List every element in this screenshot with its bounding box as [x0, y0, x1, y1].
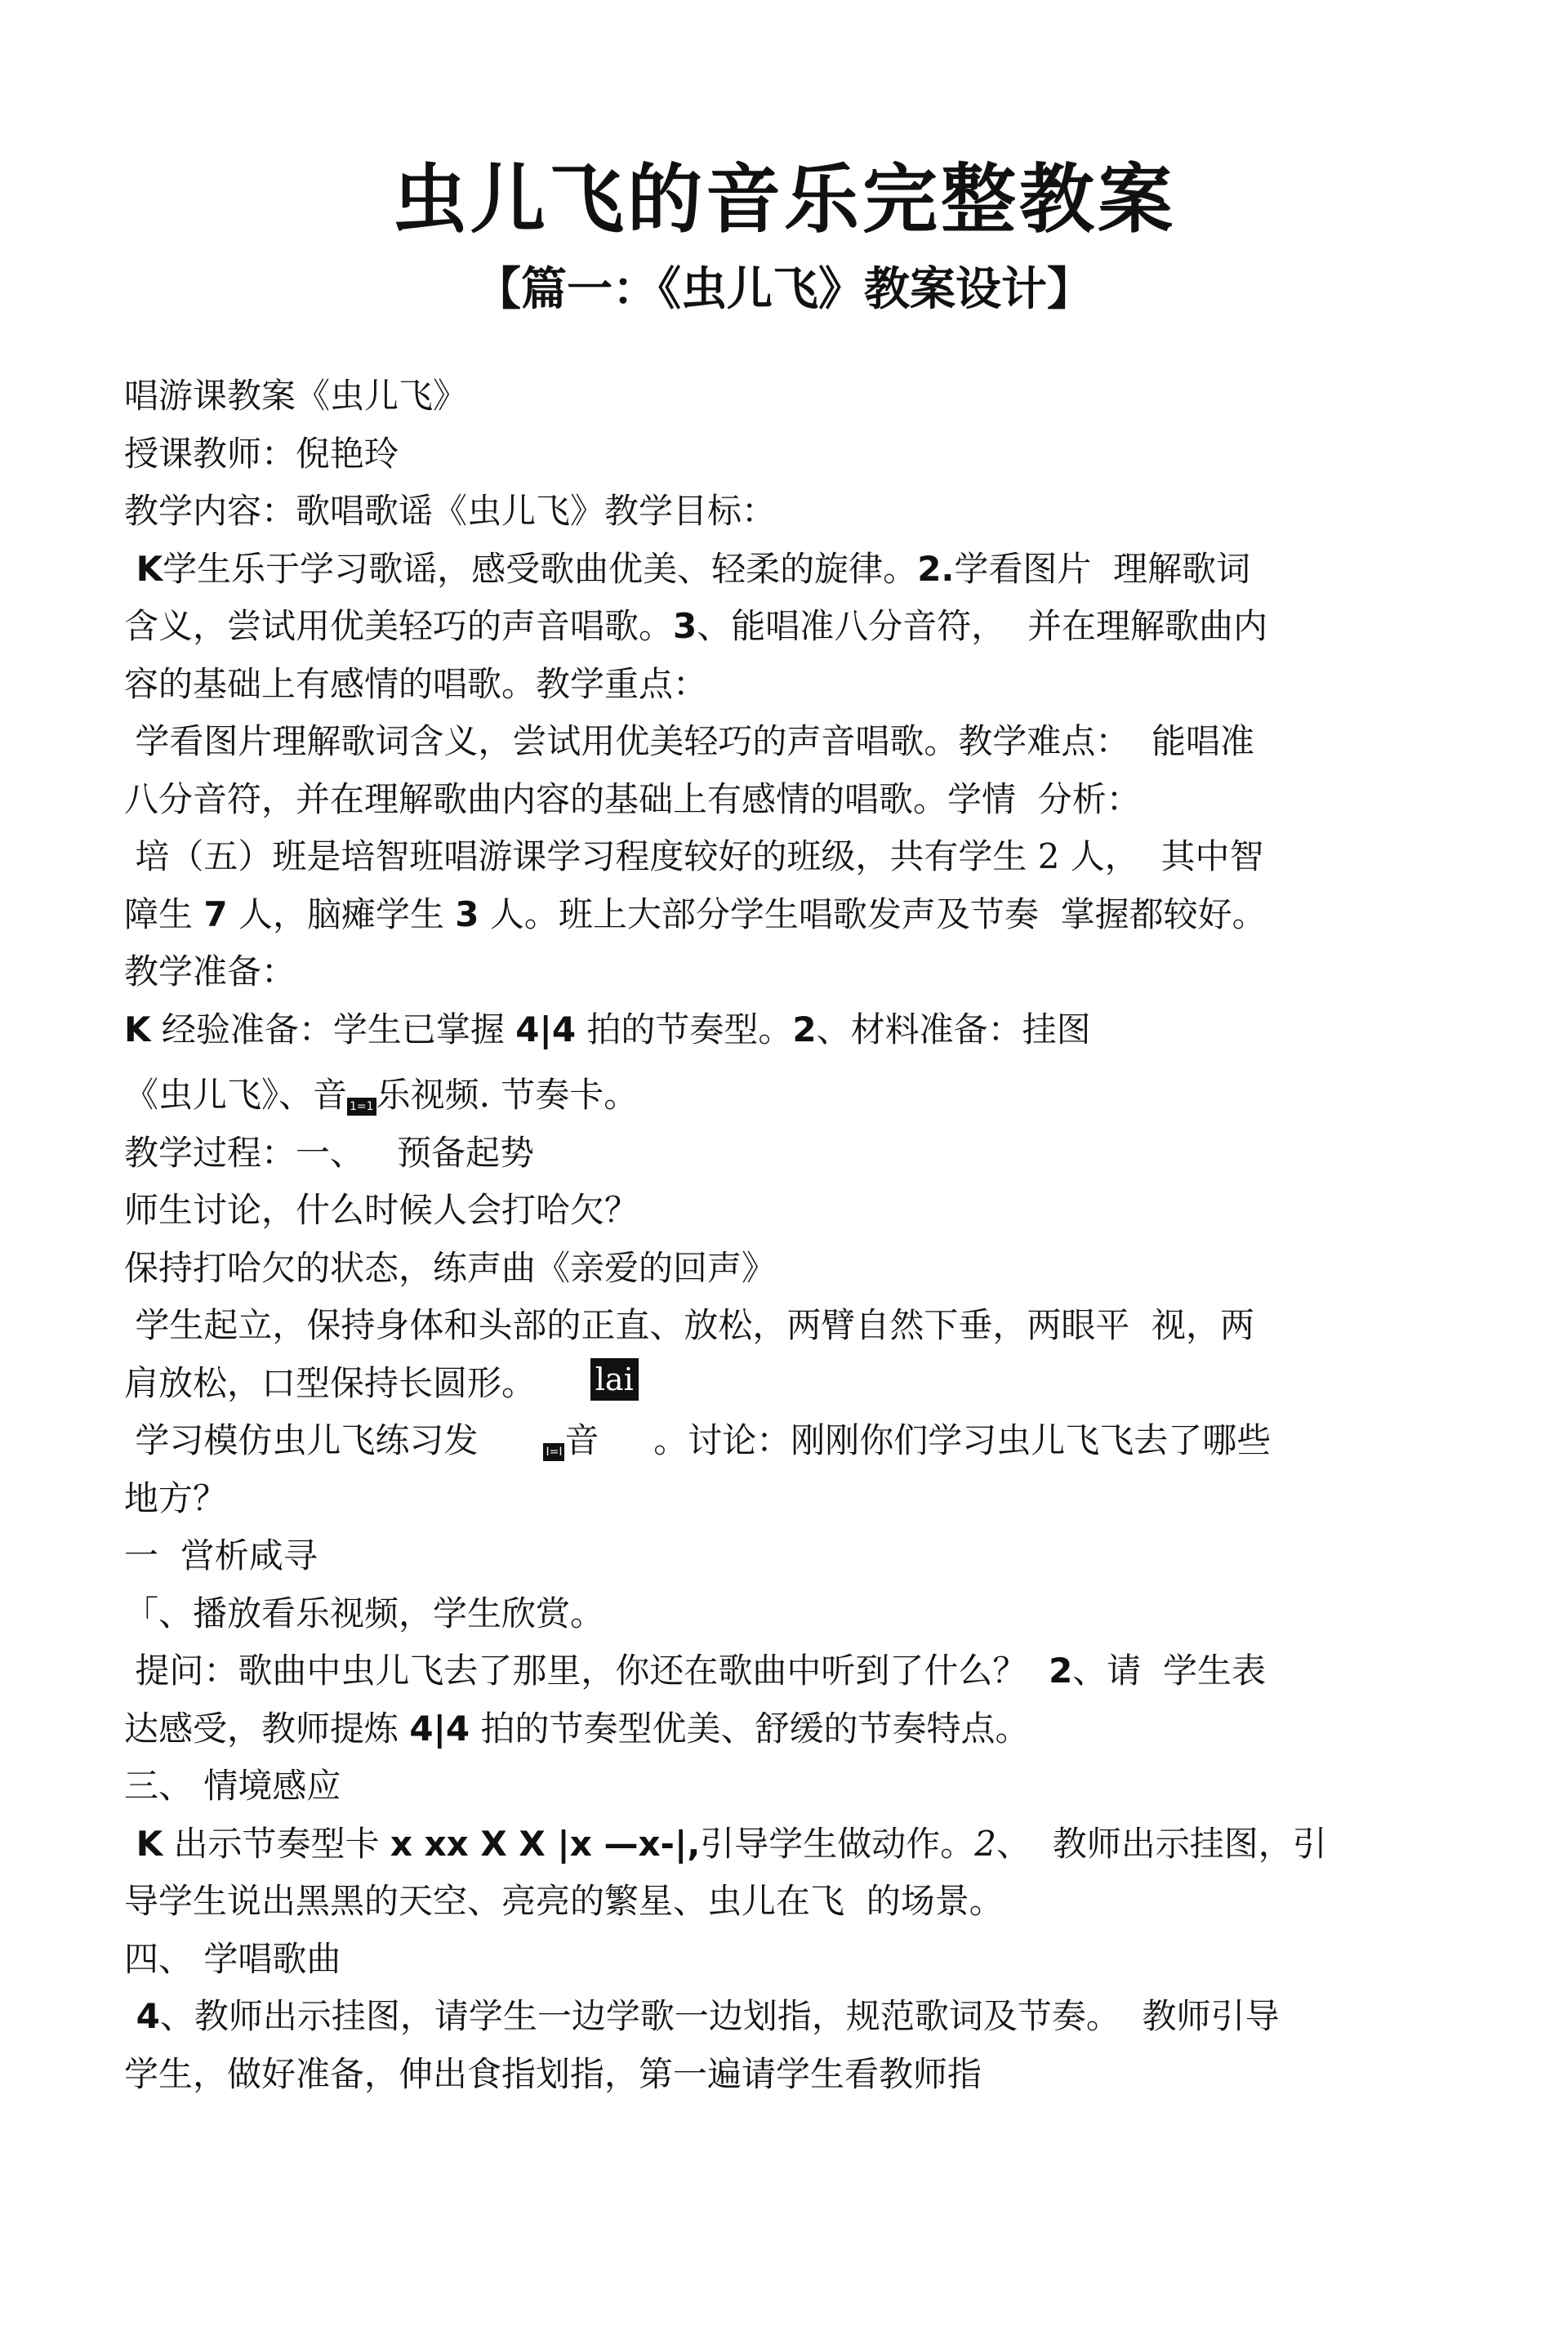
- line-text: 人，脑瘫学生: [227, 893, 456, 934]
- bold-text: 2.: [917, 548, 955, 589]
- inline-mark: lai: [590, 1358, 639, 1401]
- text-line: [124, 1412, 1447, 1470]
- text-line: [124, 1816, 1447, 1874]
- line-text: 音 。讨论：刚刚你们学习虫儿飞飞去了哪些: [564, 1420, 1272, 1460]
- line-text: 、请 学生表: [1072, 1651, 1266, 1691]
- line-text: 授课教师：倪艳玲: [124, 433, 399, 474]
- line-text: 师生讨论，什么时候人会打哈欠？: [124, 1190, 639, 1230]
- line-text: 教学内容：歌唱歌谣《虫儿飞》教学目标：: [124, 491, 777, 531]
- bold-text: 3: [455, 893, 479, 934]
- text-line: [124, 541, 1447, 599]
- line-text: 唱游课教案《虫儿飞》: [124, 376, 468, 416]
- line-text: 保持打哈欠的状态，练声曲《亲爱的回声》: [124, 1247, 777, 1288]
- line-text: 培（五）班是培智班唱游课学习程度较好的班级，共有学生 2 人， 其中智: [124, 836, 1264, 876]
- line-text: 、教师出示挂图，请学生一边学歌一边划指，规范歌词及节奏。 教师引导: [159, 1996, 1280, 2036]
- line-text: 肩放松，口型保持长圆形。: [124, 1362, 590, 1403]
- text-line: [124, 1240, 1447, 1298]
- line-text: 学生起立，保持身体和头部的正直、放松，两臂自然下垂，两眼平 视，两: [124, 1305, 1255, 1345]
- text-line: [124, 943, 1447, 1001]
- line-text: 学看图片理解歌词含义，尝试用优美轻巧的声音唱歌。教学难点： 能唱准: [124, 721, 1255, 761]
- text-line: [124, 483, 1447, 541]
- text-line: [124, 1931, 1447, 1989]
- text-line: [124, 1988, 1447, 2046]
- text-line: [124, 1182, 1447, 1240]
- text-line: [124, 1758, 1447, 1816]
- line-text: 《虫儿飞》、音: [124, 1075, 348, 1115]
- line-text: 一 営析咸寻: [124, 1535, 318, 1575]
- line-text: 四、 学唱歌曲: [124, 1938, 341, 1979]
- text-line: [124, 1642, 1447, 1700]
- bold-text: 4|4: [409, 1708, 470, 1749]
- bold-text: 4|4: [515, 1009, 577, 1049]
- text-line: [124, 1125, 1447, 1183]
- text-line: [124, 598, 1447, 656]
- line-text: 出示节奏型卡: [163, 1823, 390, 1864]
- bold-text: 7: [203, 893, 228, 934]
- line-text: 拍的节奏型。: [576, 1009, 793, 1049]
- line-text: 教学准备：: [124, 951, 296, 991]
- line-text: 容的基础上有感情的唱歌。教学重点：: [124, 663, 708, 704]
- bold-text: K: [124, 1009, 151, 1049]
- text-line: [124, 771, 1447, 829]
- line-text: 「、播放看乐视频，学生欣赏。: [124, 1593, 605, 1633]
- line-text: 学生乐于学习歌谣，感受歌曲优美、轻柔的旋律。: [163, 548, 918, 589]
- text-line: [124, 2046, 1447, 2104]
- document-body: [124, 368, 1447, 2103]
- text-line: [124, 656, 1447, 714]
- line-text: 三、 情境感应: [124, 1766, 341, 1806]
- line-text: 含义，尝试用优美轻巧的声音唱歌。: [124, 606, 674, 646]
- line-text: 地方？: [124, 1477, 228, 1518]
- line-text: 经验准备：学生已掌握: [150, 1009, 516, 1049]
- text-line: [124, 1067, 1447, 1125]
- text-line: [124, 886, 1447, 944]
- text-line: [124, 828, 1447, 886]
- text-line: [124, 1355, 1447, 1413]
- line-text: 障生: [124, 893, 204, 934]
- text-line: [124, 1527, 1447, 1585]
- text-line: [124, 1470, 1447, 1528]
- bold-text: 3: [673, 606, 697, 646]
- inline-mark: 1=1: [347, 1098, 376, 1116]
- text-line: [124, 713, 1447, 771]
- line-text: 学生，做好准备，伸出食指划指，第一遍请学生看教师指: [124, 2053, 982, 2094]
- bold-text: K: [124, 548, 163, 589]
- line-text: 、材料准备：挂图: [816, 1009, 1091, 1049]
- document-subtitle: 【篇一：《虫儿飞》教案设计】: [475, 263, 1093, 316]
- italic-text: 2: [974, 1823, 997, 1864]
- line-text: 人。班上大部分学生唱歌发声及节奏 掌握都较好。: [479, 893, 1267, 934]
- line-text: 八分音符，并在理解歌曲内容的基础上有感情的唱歌。学情 分析：: [124, 778, 1141, 819]
- line-text: 达感受，教师提炼: [124, 1708, 410, 1749]
- text-line: [124, 1873, 1447, 1931]
- line-text: 引导学生做动作。: [700, 1823, 975, 1864]
- bold-text: 4: [124, 1996, 160, 2036]
- line-text: 乐视频. 节奏卡。: [376, 1075, 639, 1115]
- text-line: [124, 426, 1447, 483]
- line-text: 学习模仿虫儿飞练习发: [124, 1420, 544, 1460]
- bold-text: 2: [792, 1009, 817, 1049]
- text-line: [124, 1001, 1447, 1059]
- line-text: 、 教师出示挂图，引: [996, 1823, 1327, 1864]
- line-text: 学看图片 理解歌词: [954, 548, 1251, 589]
- bold-text: K: [124, 1823, 163, 1864]
- inline-mark: I=I: [543, 1443, 564, 1461]
- text-line: [124, 1297, 1447, 1355]
- line-text: 、能唱准八分音符， 并在理解歌曲内: [697, 606, 1267, 646]
- text-line: [124, 368, 1447, 426]
- bold-text: x xx X X |x —x-|,: [390, 1823, 701, 1864]
- text-line: [124, 1585, 1447, 1643]
- document-title: 虫儿飞的音乐完整教案: [391, 156, 1176, 243]
- text-line: [124, 1700, 1447, 1758]
- line-text: 提问：歌曲中虫儿飞去了那里，你还在歌曲中听到了什么？: [124, 1651, 1049, 1691]
- bold-text: 2: [1049, 1651, 1073, 1691]
- line-text: 导学生说出黑黑的天空、亮亮的繁星、虫儿在飞 的场景。: [124, 1881, 1004, 1921]
- line-text: 教学过程：一、 预备起势: [124, 1132, 535, 1173]
- line-text: 拍的节奏型优美、舒缓的节奏特点。: [470, 1708, 1030, 1749]
